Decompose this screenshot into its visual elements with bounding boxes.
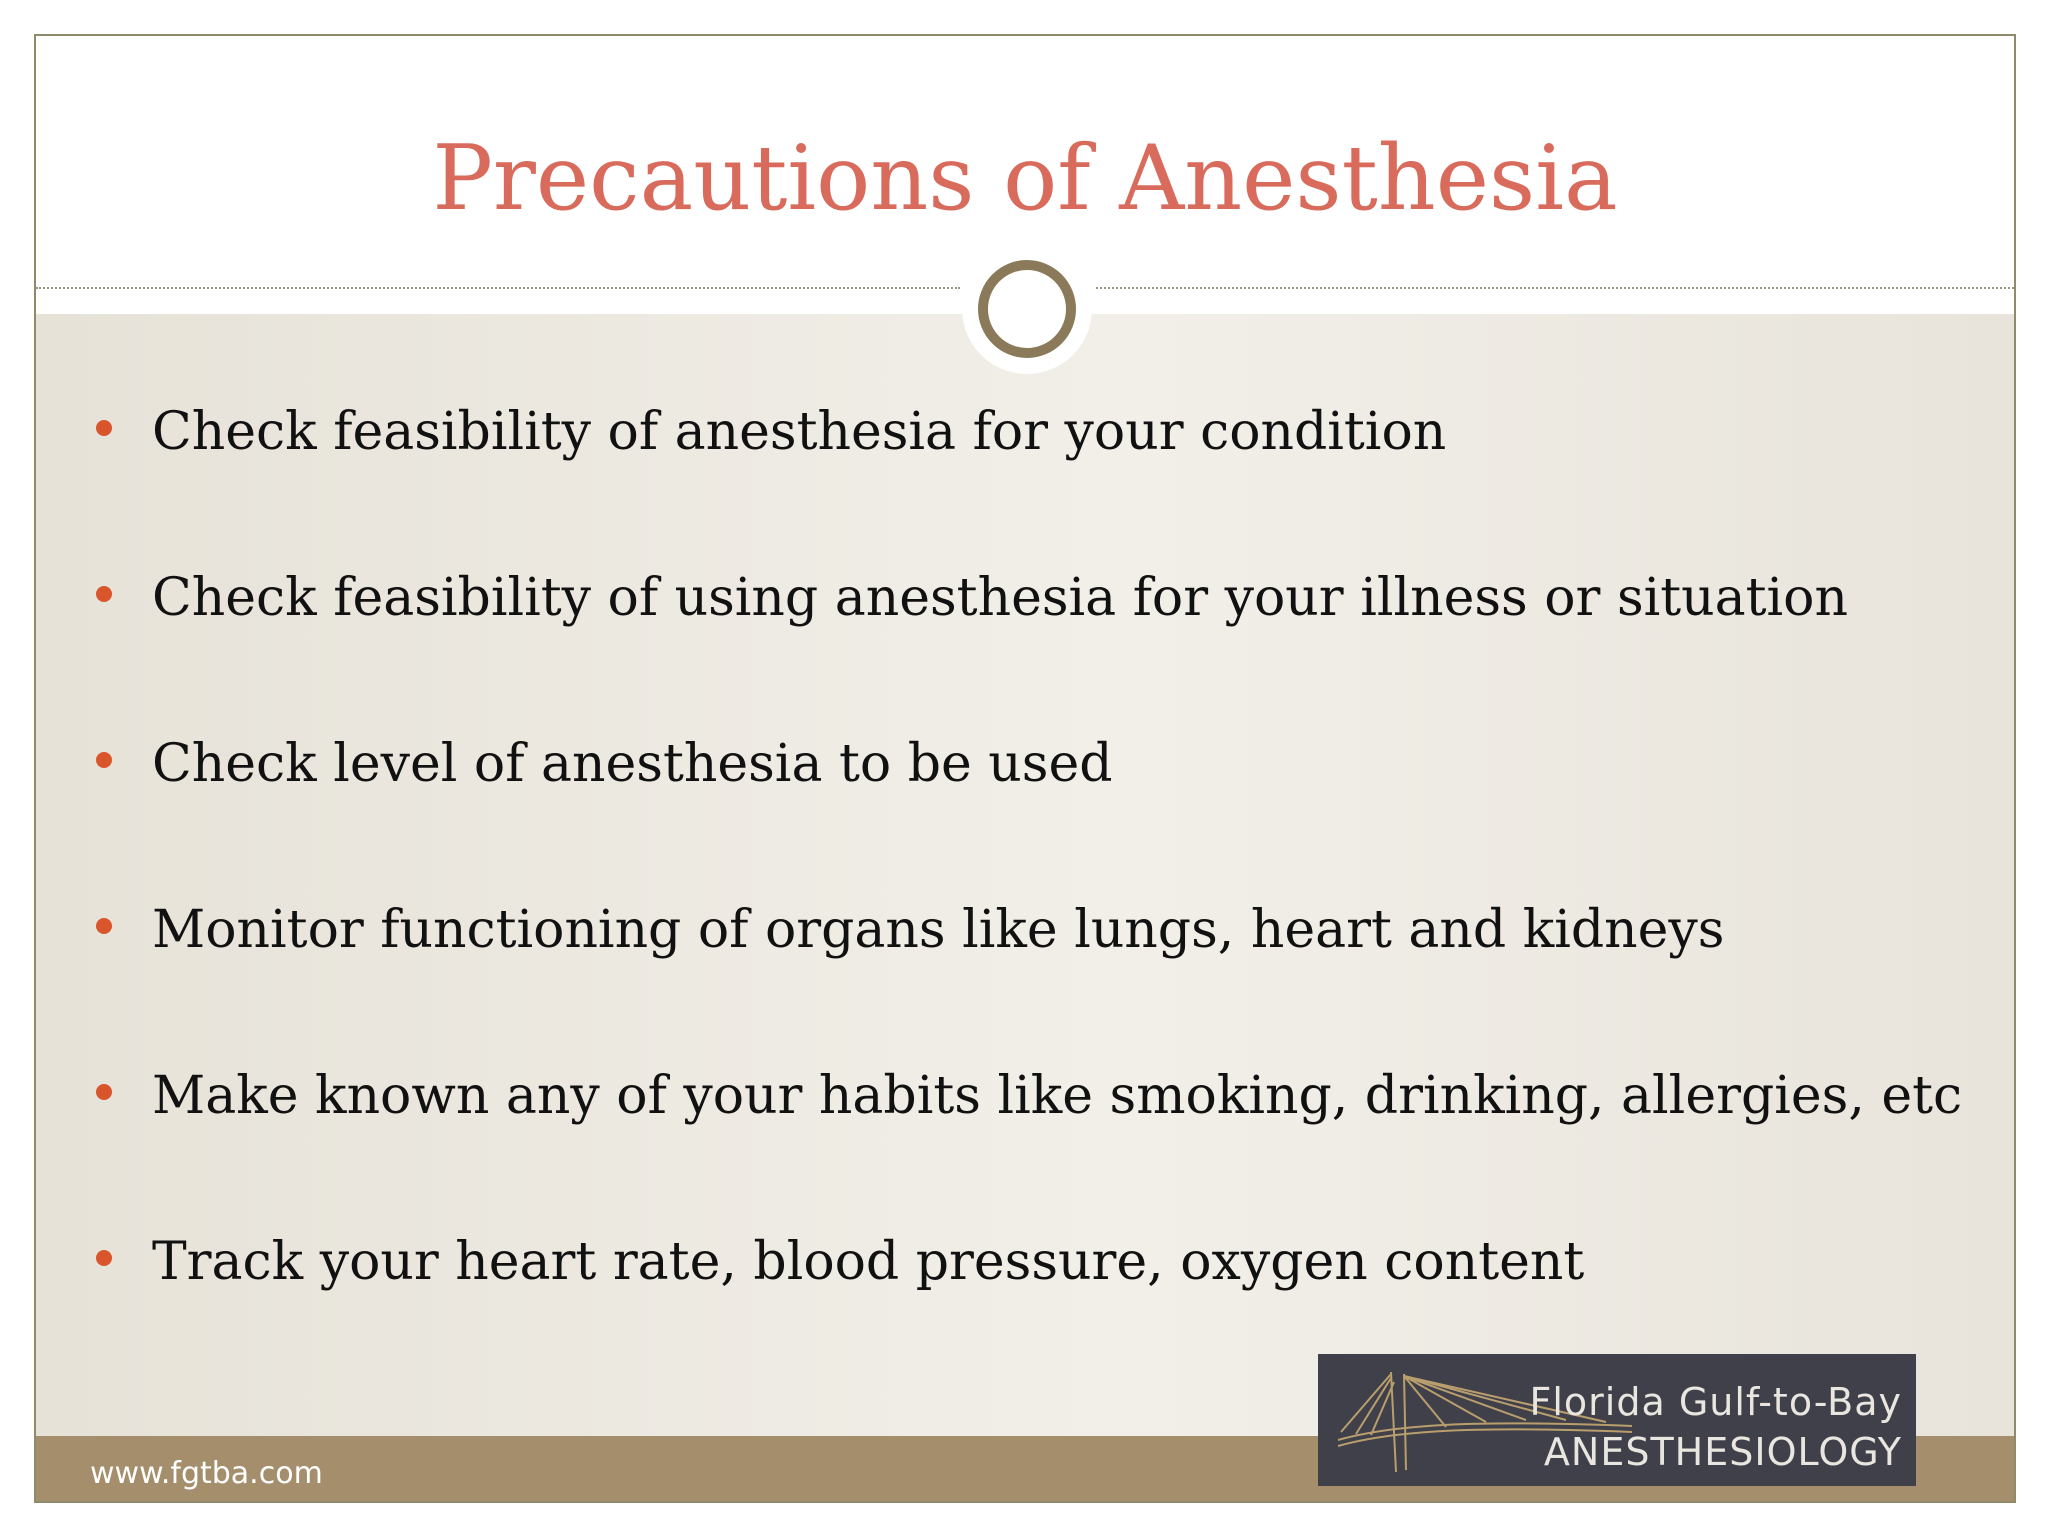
bullet-item xyxy=(36,1222,2014,1302)
circle-ring-icon xyxy=(978,260,1076,358)
bullet-text: Monitor functioning of organs like lungs, heart and kidneys xyxy=(152,900,1725,960)
bullet-text: Make known any of your habits like smoking, drinking, allergies, etc xyxy=(152,1066,1963,1126)
bullet-item xyxy=(36,558,2014,638)
bullet-marker-icon xyxy=(96,918,112,934)
bullet-text: Check feasibility of anesthesia for your condition xyxy=(152,402,1447,462)
logo-wordmark: Florida Gulf-to-Bay xyxy=(1529,1380,1902,1424)
bullet-marker-icon xyxy=(96,752,112,768)
bullet-text: Check feasibility of using anesthesia for your illness or situation xyxy=(152,568,1848,628)
divider-left xyxy=(36,287,960,289)
bullet-marker-icon xyxy=(96,586,112,602)
bullet-item xyxy=(36,1056,2014,1136)
bullet-marker-icon xyxy=(96,1250,112,1266)
divider-right xyxy=(1096,287,2016,289)
footer-url: www.fgtba.com xyxy=(90,1456,323,1491)
bullet-marker-icon xyxy=(96,420,112,436)
bullet-text: Check level of anesthesia to be used xyxy=(152,734,1113,794)
bullet-item xyxy=(36,724,2014,804)
logo-subtitle: ANESTHESIOLOGY xyxy=(1543,1430,1902,1474)
slide-title: Precautions of Anesthesia xyxy=(432,126,1618,231)
slide xyxy=(34,34,2016,1503)
bullet-marker-icon xyxy=(96,1084,112,1100)
company-logo xyxy=(1318,1354,1916,1486)
bullet-item xyxy=(36,392,2014,472)
bullet-item xyxy=(36,890,2014,970)
bullet-text: Track your heart rate, blood pressure, oxygen content xyxy=(152,1232,1585,1292)
